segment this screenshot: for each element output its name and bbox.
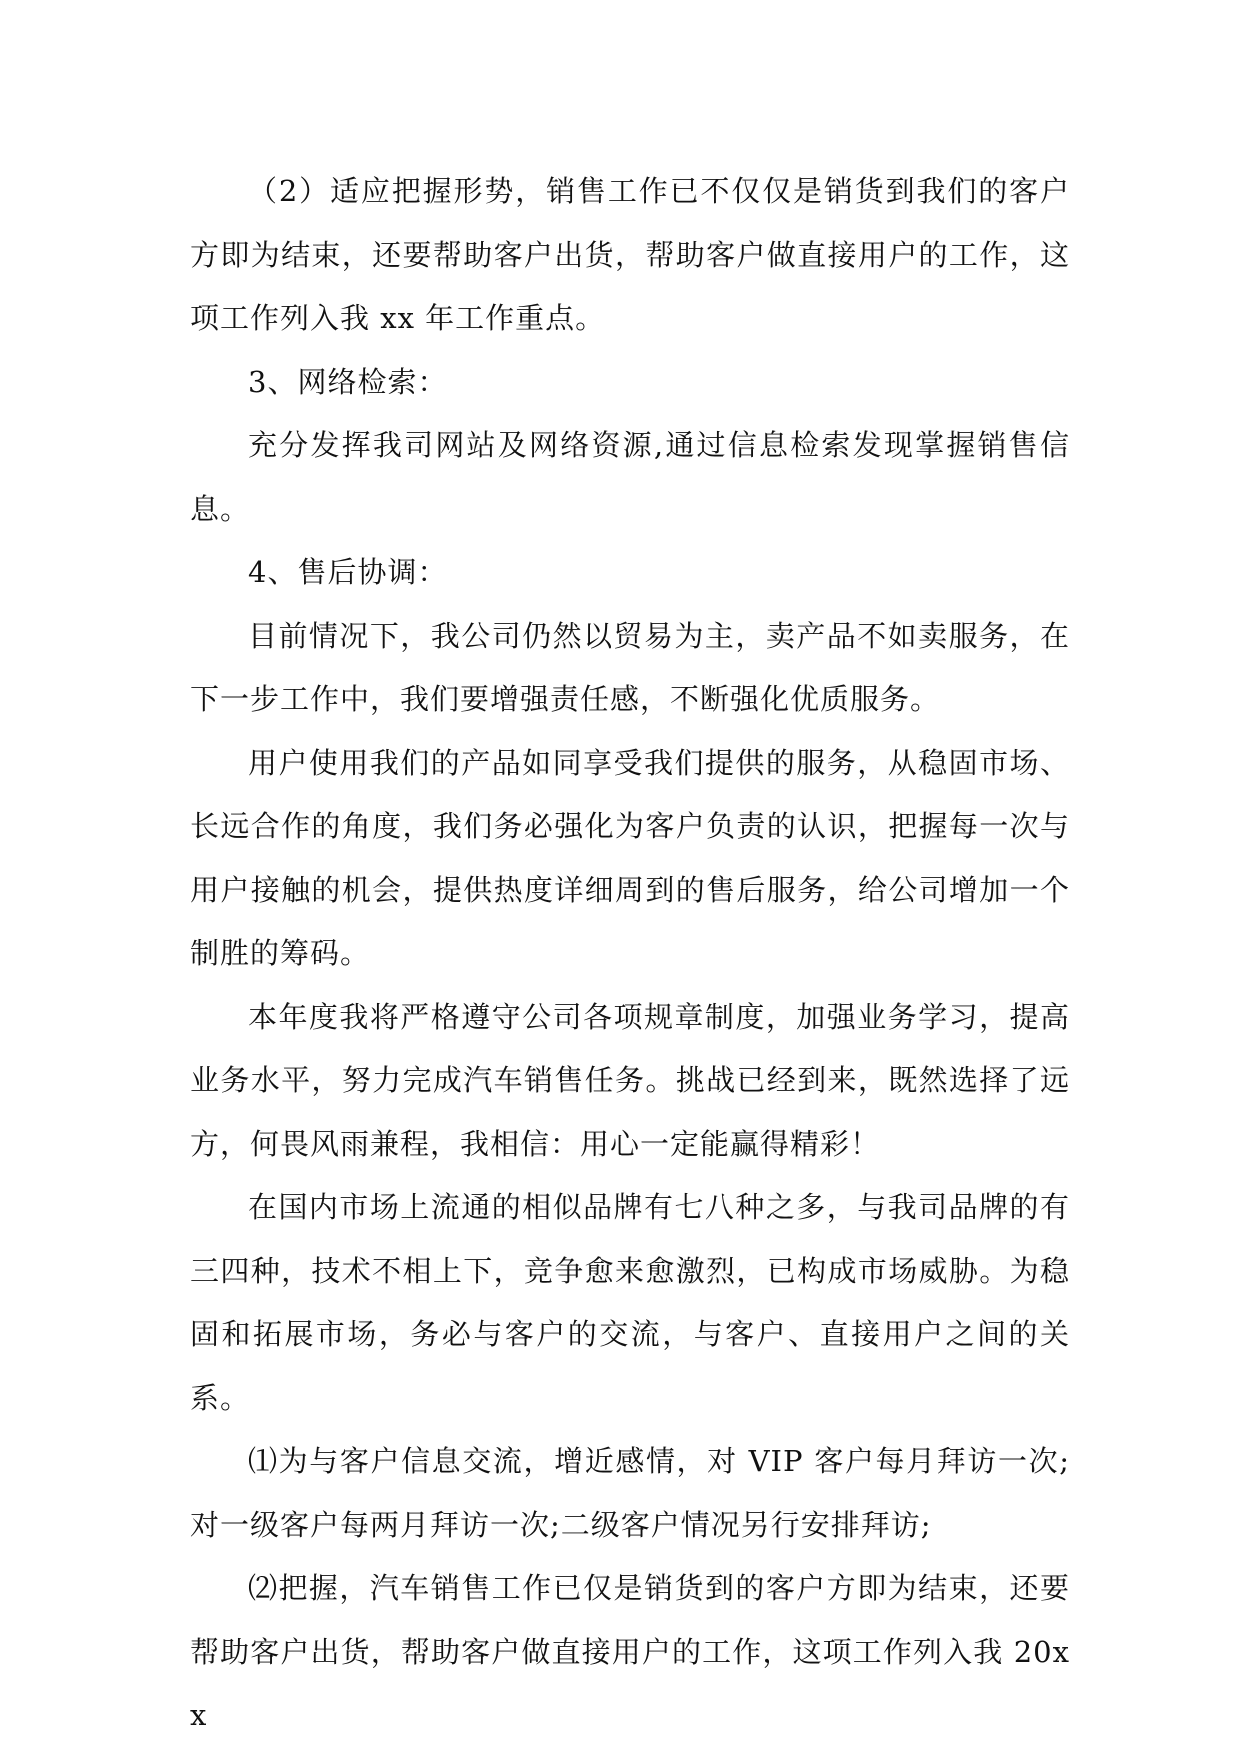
paragraph-client-visits: ⑴为与客户信息交流，增近感情，对 VIP 客户每月拜访一次;对一级客户每两月拜访一次;二级客户情况另行安排拜访; [190,1444,1070,1542]
section-heading-network-search: 3、网络检索： [248,364,448,399]
paragraph-current-situation: 目前情况下，我公司仍然以贸易为主，卖产品不如卖服务，在下一步工作中，我们要增强责任感，不断强化优质服务。 [190,618,1070,716]
section-heading-after-sales: 4、售后协调： [248,555,448,589]
paragraph-annual-commitment: 本年度我将严格遵守公司各项规章制度，加强业务学习，提高业务水平，努力完成汽车销售任务。挑战已经到来，既然选择了远方，何畏风雨兼程，我相信：用心一定能赢得精彩！ [190,999,1070,1161]
paragraph-user-service: 用户使用我们的产品如同享受我们提供的服务，从稳固市场、长远合作的角度，我们务必强化为客户负责的认识，把握每一次与用户接触的机会，提供热度详细周到的售后服务，给公司增加一个制胜的筹码。 [190,745,1070,970]
paragraph-network-resources: 充分发挥我司网站及网络资源,通过信息检索发现掌握销售信息。 [190,428,1070,526]
document-body [190,160,1070,1748]
paragraph-adapt-situation: （2）适应把握形势，销售工作已不仅仅是销货到我们的客户方即为结束，还要帮助客户出货，帮助客户做直接用户的工作，这项工作列入我 xx 年工作重点。 [190,174,1070,335]
paragraph-sales-grasp: ⑵把握，汽车销售工作已仅是销货到的客户方即为结束，还要帮助客户出货，帮助客户做直接用户的工作，这项工作列入我 20xx [190,1571,1070,1732]
paragraph-market-competition: 在国内市场上流通的相似品牌有七八种之多，与我司品牌的有三四种，技术不相上下，竞争愈来愈激烈，已构成市场威胁。为稳固和拓展市场，务必与客户的交流，与客户、直接用户之间的关系。 [190,1190,1070,1415]
